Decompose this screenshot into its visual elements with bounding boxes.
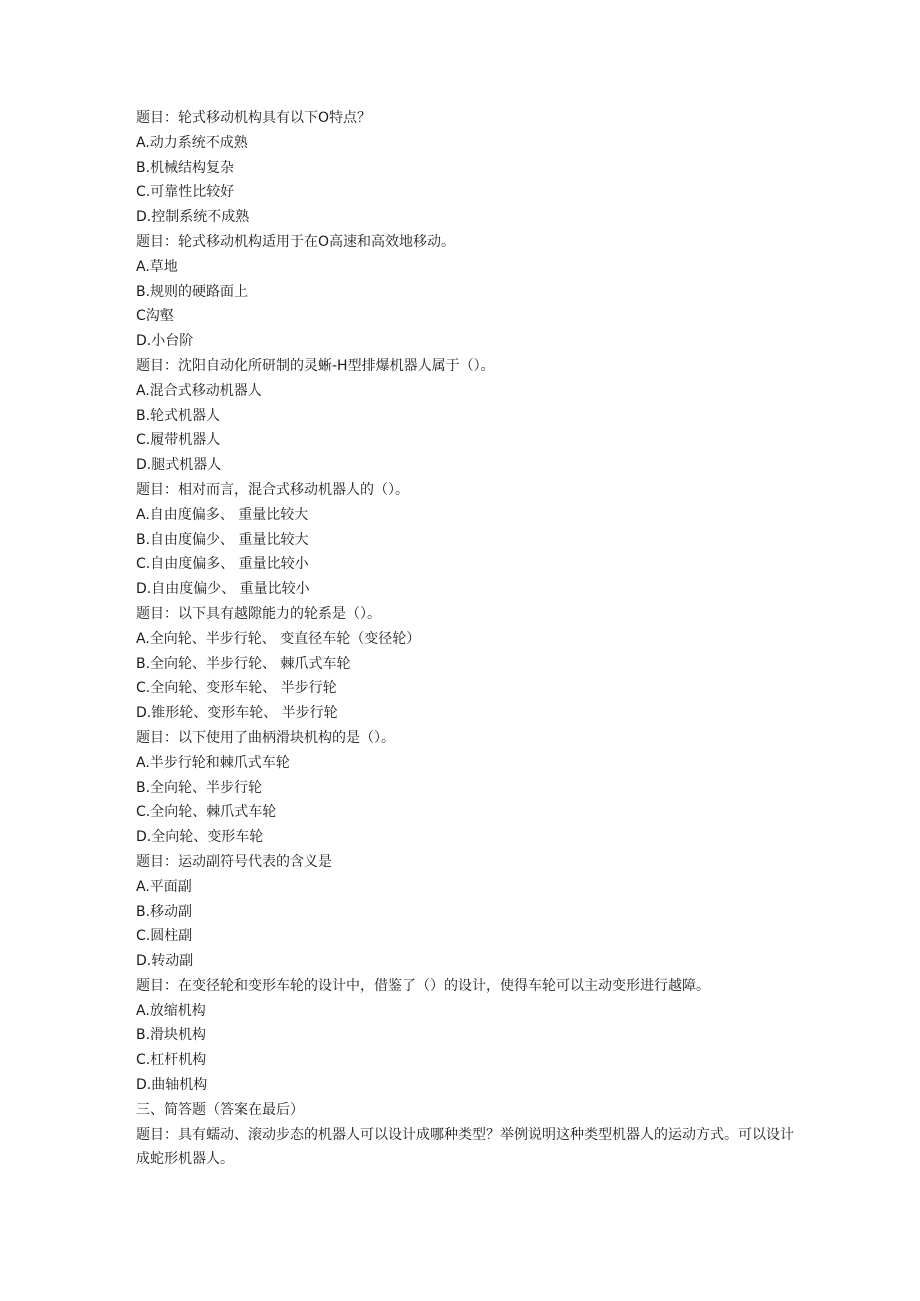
option-a: A.平面副 xyxy=(136,878,192,895)
option-a: A.全向轮、半步行轮、 变直径车轮（变径轮） xyxy=(136,630,421,647)
option-c: C.圆柱副 xyxy=(136,928,193,945)
question-8: 题目：在变径轮和变形车轮的设计中，借鉴了（）的设计，使得车轮可以主动变形进行越障。 xyxy=(136,977,710,994)
option-d: D.小台阶 xyxy=(136,333,194,350)
option-a: A.草地 xyxy=(136,258,178,275)
option-a: A.自由度偏多、 重量比较大 xyxy=(136,506,309,523)
option-b: B.轮式机器人 xyxy=(136,407,221,424)
short-answer-question: 题目：具有蠕动、滚动步态的机器人可以设计成哪种类型？举例说明这种类型机器人的运动方式。可以设计成蛇形机器人。 xyxy=(136,1126,794,1168)
question-3: 题目：沈阳自动化所研制的灵蜥-H型排爆机器人属于（）。 xyxy=(136,357,495,374)
option-d: D.锥形轮、变形车轮、 半步行轮 xyxy=(136,705,338,722)
option-d: D.曲轴机构 xyxy=(136,1077,208,1094)
option-c: C.自由度偏多、 重量比较小 xyxy=(136,556,309,573)
option-c: C.履带机器人 xyxy=(136,432,221,449)
option-b: B.全向轮、半步行轮 xyxy=(136,779,263,796)
question-7: 题目：运动副符号代表的含义是 xyxy=(136,853,332,870)
option-b: B.规则的硬路面上 xyxy=(136,283,249,300)
option-c: C.全向轮、棘爪式车轮 xyxy=(136,804,277,821)
option-d: D.全向轮、变形车轮 xyxy=(136,829,264,846)
option-d: D.控制系统不成熟 xyxy=(136,209,250,226)
option-b: B.机械结构复杂 xyxy=(136,159,235,176)
question-2: 题目：轮式移动机构适用于在O高速和高效地移动。 xyxy=(136,233,456,250)
option-a: A.混合式移动机器人 xyxy=(136,382,262,399)
option-b: B.自由度偏少、 重量比较大 xyxy=(136,531,309,548)
question-list xyxy=(136,106,796,1172)
option-a: A.半步行轮和棘爪式车轮 xyxy=(136,754,290,771)
question-6: 题目：以下使用了曲柄滑块机构的是（）。 xyxy=(136,729,395,746)
option-a: A.放缩机构 xyxy=(136,1002,206,1019)
option-c: C沟壑 xyxy=(136,308,174,325)
option-a: A.动力系统不成熟 xyxy=(136,134,248,151)
option-d: D.自由度偏少、 重量比较小 xyxy=(136,581,310,598)
option-d: D.腿式机器人 xyxy=(136,457,222,474)
option-c: C.可靠性比较好 xyxy=(136,184,235,201)
option-b: B.滑块机构 xyxy=(136,1027,207,1044)
option-c: C.全向轮、变形车轮、 半步行轮 xyxy=(136,680,337,697)
option-b: B.全向轮、半步行轮、 棘爪式车轮 xyxy=(136,655,351,672)
option-b: B.移动副 xyxy=(136,903,193,920)
question-4: 题目：相对而言，混合式移动机器人的（）。 xyxy=(136,481,409,498)
question-1: 题目：轮式移动机构具有以下O特点？ xyxy=(136,110,372,126)
option-c: C.杠杆机构 xyxy=(136,1052,207,1069)
question-5: 题目：以下具有越隙能力的轮系是（）。 xyxy=(136,605,381,622)
section-heading: 三、简答题（答案在最后） xyxy=(136,1101,304,1118)
option-d: D.转动副 xyxy=(136,953,194,970)
